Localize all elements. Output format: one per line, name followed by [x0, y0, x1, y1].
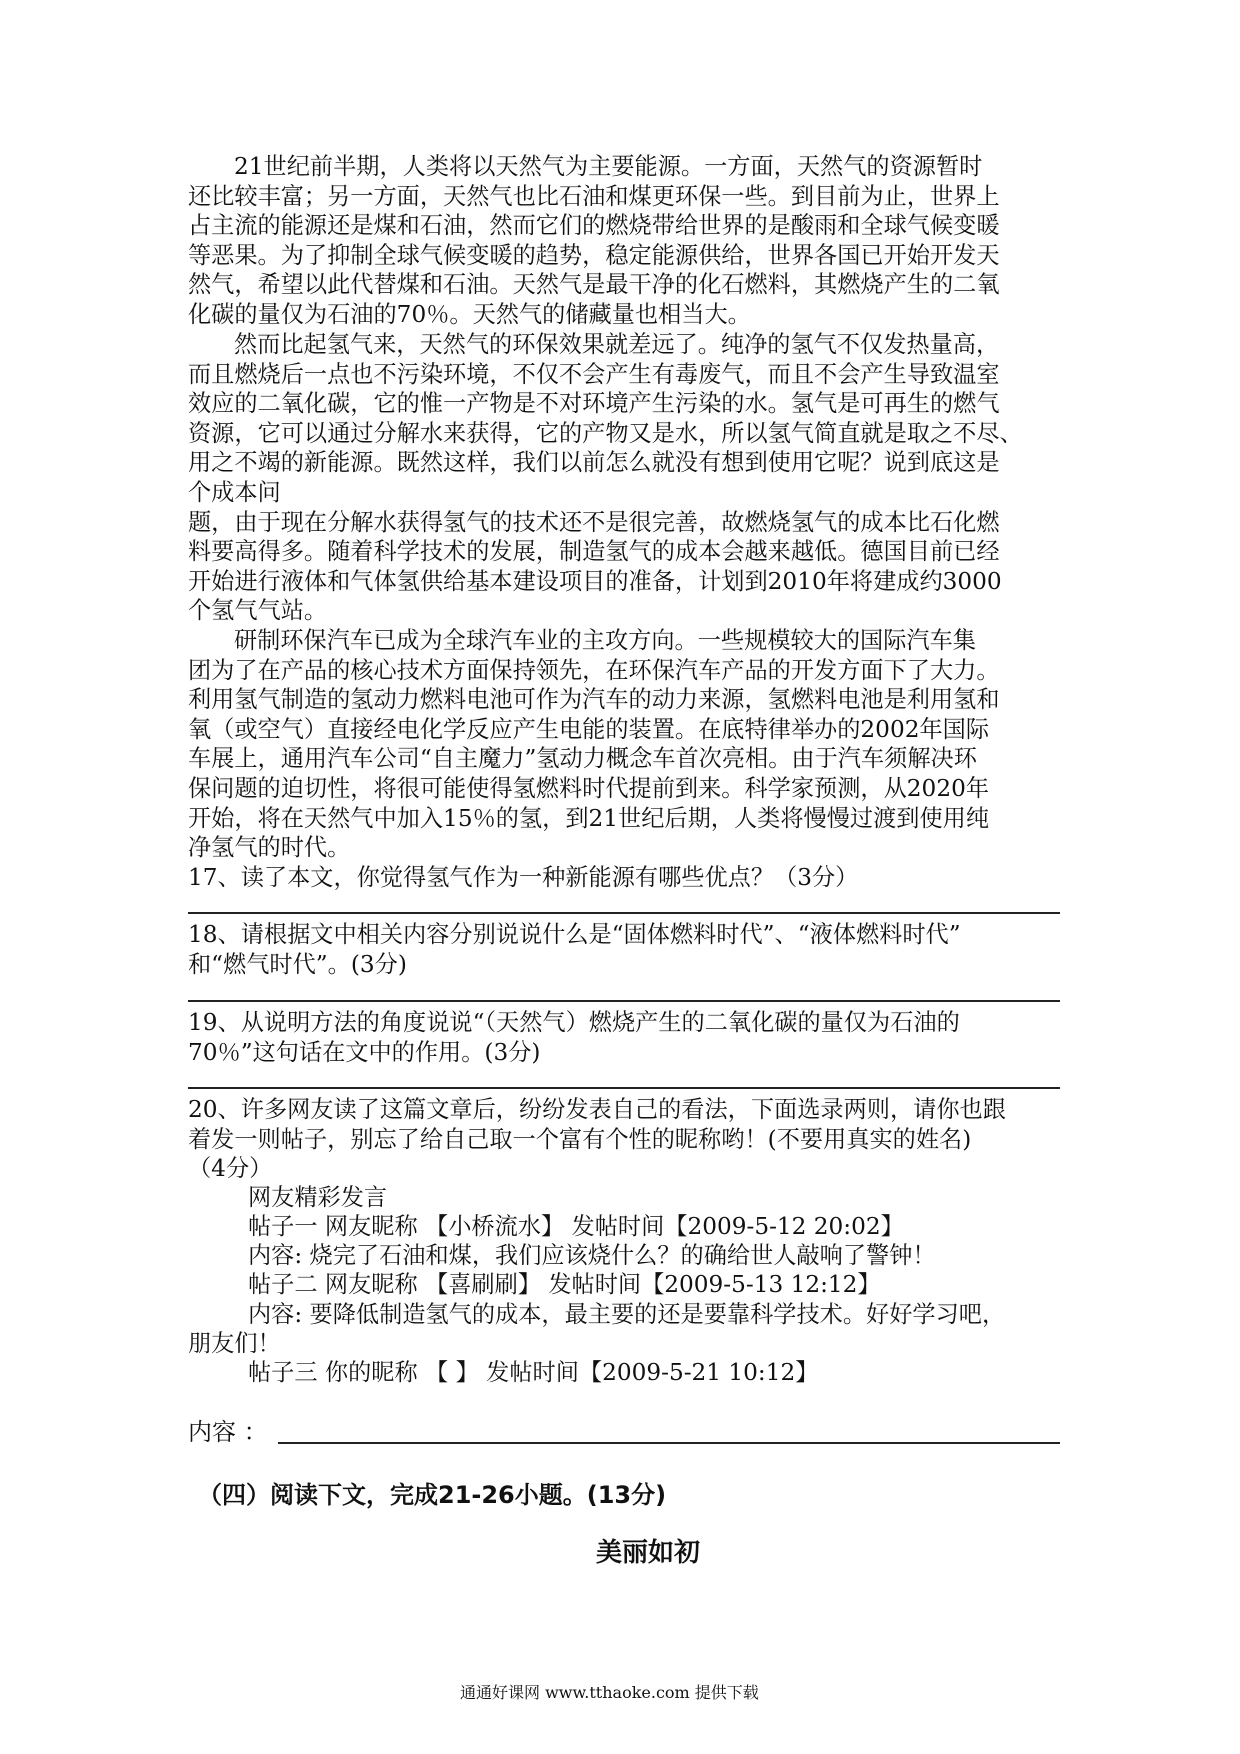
- question-text: 70％”这句话在文中的作用。(3分): [188, 1038, 541, 1066]
- paragraph-line: 个氢气气站。: [188, 597, 328, 625]
- question-text: （4分）: [188, 1155, 273, 1183]
- paragraph-line: 占主流的能源还是煤和石油，然而它们的燃烧带给世界的是酸雨和全球气候变暖: [188, 212, 1000, 240]
- paragraph-line: 化碳的量仅为石油的70％。天然气的储藏量也相当大。: [188, 300, 751, 328]
- paragraph-line: 资源，它可以通过分解水来获得，它的产物又是水，所以氢气简直就是取之不尽、: [188, 419, 1023, 447]
- paragraph-line: 用之不竭的新能源。既然这样，我们以前怎么就没有想到使用它呢？说到底这是: [188, 449, 1000, 477]
- content-answer-line[interactable]: [278, 1442, 1060, 1444]
- passage-paragraph-1: [188, 152, 1060, 330]
- answer-line-19[interactable]: [188, 1087, 1060, 1089]
- paragraph-line: 车展上，通用汽车公司“自主魔力”氢动力概念车首次亮相。由于汽车须解决环: [188, 745, 977, 773]
- post-1-content: 内容: 烧完了石油和煤，我们应该烧什么？的确给世人敲响了警钟！: [248, 1242, 936, 1269]
- paragraph-line: 然气，希望以此代替煤和石油。天然气是最干净的化石燃料，其燃烧产生的二氧: [188, 271, 1000, 299]
- reading-title: 美丽如初: [596, 1538, 701, 1568]
- paragraph-line: 效应的二氧化碳，它的惟一产物是不对环境产生污染的水。氢气是可再生的燃气: [188, 390, 1000, 418]
- paragraph-line: 还比较丰富；另一方面，天然气也比石油和煤更环保一些。到目前为止，世界上: [188, 182, 1000, 210]
- answer-line-17[interactable]: [188, 912, 1060, 914]
- question-text: 和“燃气时代”。(3分): [188, 950, 407, 978]
- section-heading: （四）阅读下文，完成21-26小题。(13分): [198, 1481, 667, 1509]
- question-text: 18、请根据文中相关内容分别说说什么是“固体燃料时代”、“液体燃料时代”: [188, 921, 961, 948]
- question-text: 着发一则帖子，别忘了给自己取一个富有个性的昵称哟！(不要用真实的姓名): [188, 1125, 972, 1153]
- question-20: [188, 1095, 1060, 1184]
- paragraph-line: 开始，将在天然气中加入15％的氢，到21世纪后期，人类将慢慢过渡到使用纯: [188, 804, 990, 832]
- passage-paragraph-3: [188, 626, 1060, 863]
- post-1-header: 帖子一 网友昵称 【小桥流水】 发帖时间【2009-5-12 20:02】: [248, 1213, 904, 1240]
- paragraph-line: 净氢气的时代。: [188, 834, 351, 862]
- paragraph-line: 然而比起氢气来，天然气的环保效果就差远了。纯净的氢气不仅发热量高，: [234, 331, 1000, 358]
- post-2-content: 内容: 要降低制造氢气的成本，最主要的还是要靠科学技术。好好学习吧，: [248, 1301, 1006, 1328]
- passage-paragraph-2: [188, 330, 1060, 626]
- question-18: [188, 920, 1060, 979]
- paragraph-line: 等恶果。为了抑制全球气候变暖的趋势，稳定能源供给，世界各国已开始开发天: [188, 241, 1000, 269]
- answer-line-18[interactable]: [188, 1000, 1060, 1002]
- content-label: 内容 ：: [188, 1418, 268, 1446]
- post-2-content-continued: 朋友们！: [188, 1330, 281, 1357]
- paragraph-line: 团为了在产品的核心技术方面保持领先，在环保汽车产品的开发方面下了大力。: [188, 656, 1000, 684]
- forum-header: 网友精彩发言: [248, 1184, 388, 1211]
- paragraph-line: 保问题的迫切性，将很可能使得氢燃料时代提前到来。科学家预测，从2020年: [188, 774, 990, 802]
- paragraph-line: 开始进行液体和气体氢供给基本建设项目的准备，计划到2010年将建成约3000: [188, 567, 1002, 595]
- question-19: [188, 1008, 1060, 1067]
- paragraph-line: 研制环保汽车已成为全球汽车业的主攻方向。一些规模较大的国际汽车集: [234, 627, 976, 654]
- post-3-header: 帖子三 你的昵称 【 】 发帖时间【2009-5-21 10:12】: [248, 1359, 819, 1386]
- paragraph-line: 题，由于现在分解水获得氢气的技术还不是很完善，故燃烧氢气的成本比石化燃: [188, 508, 1000, 536]
- paragraph-line: 利用氢气制造的氢动力燃料电池可作为汽车的动力来源，氢燃料电池是利用氢和: [188, 686, 1000, 714]
- paragraph-line: 个成本问: [188, 478, 281, 506]
- paragraph-line: 料要高得多。随着科学技术的发展，制造氢气的成本会越来越低。德国目前已经: [188, 538, 1000, 566]
- post-2-header: 帖子二 网友昵称 【喜刷刷】 发帖时间【2009-5-13 12:12】: [248, 1271, 881, 1298]
- paragraph-line: 氧（或空气）直接经电化学反应产生电能的装置。在底特律举办的2002年国际: [188, 715, 990, 743]
- paragraph-line: 而且燃烧后一点也不污染环境，不仅不会产生有毒废气，而且不会产生导致温室: [188, 360, 1000, 388]
- question-text: 17、读了本文，你觉得氢气作为一种新能源有哪些优点？（3分）: [188, 864, 859, 891]
- page-footer: 通通好课网 www.tthaoke.com 提供下载: [460, 1683, 759, 1702]
- paragraph-line: 21世纪前半期，人类将以天然气为主要能源。一方面，天然气的资源暂时: [234, 153, 983, 180]
- question-text: 19、从说明方法的角度说说“（天然气）燃烧产生的二氧化碳的量仅为石油的: [188, 1009, 960, 1036]
- question-17: [188, 863, 1060, 893]
- question-text: 20、许多网友读了这篇文章后，纷纷发表自己的看法，下面选录两则，请你也跟: [188, 1096, 1006, 1123]
